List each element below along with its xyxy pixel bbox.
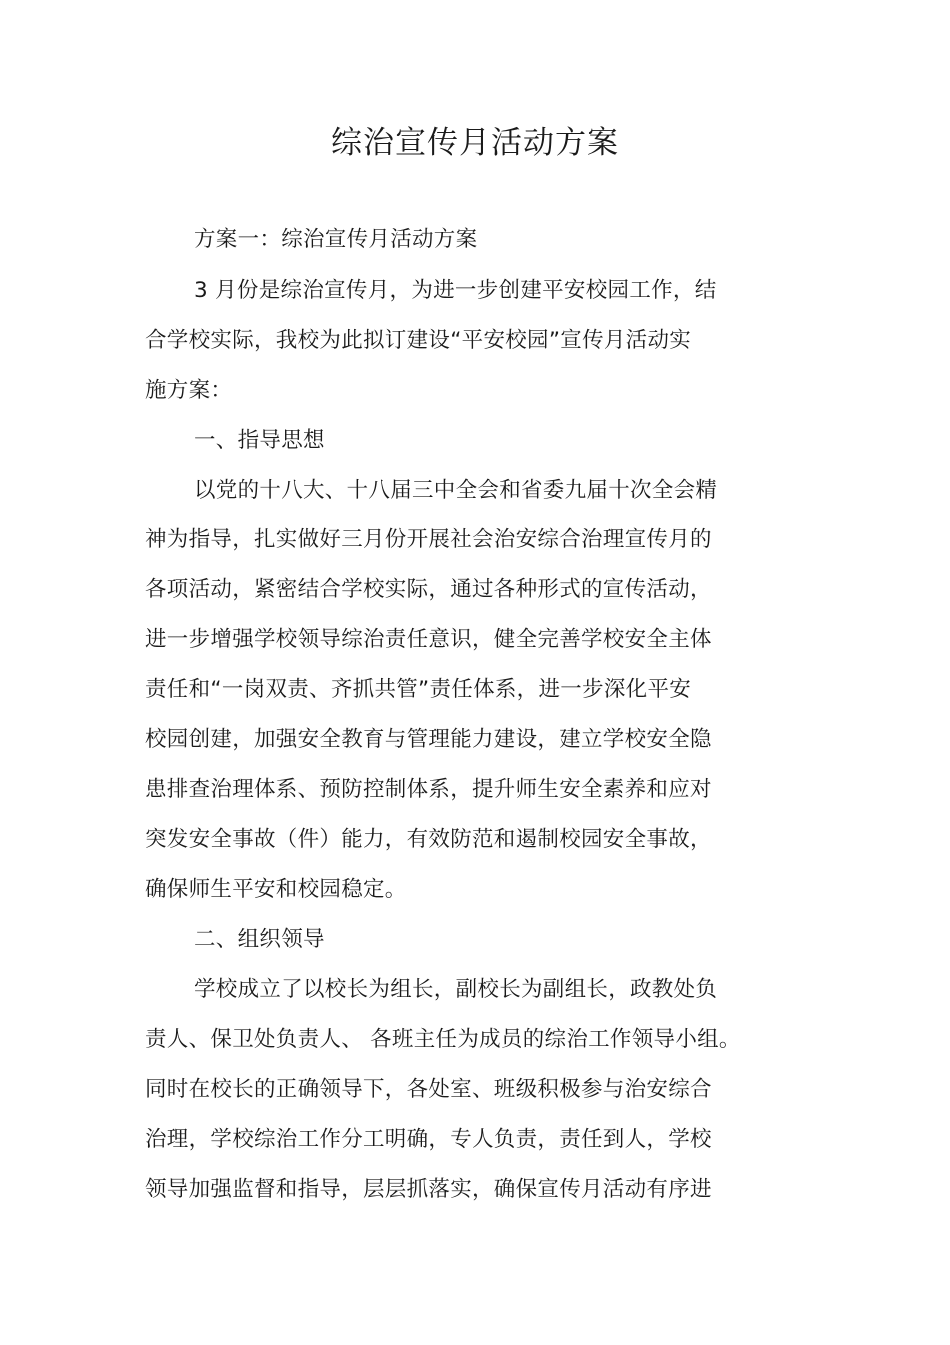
paragraph-line: 责任和“一岗双责、齐抓共管”责任体系，进一步深化平安 — [145, 677, 692, 702]
paragraph-line: 各项活动，紧密结合学校实际，通过各种形式的宣传活动， — [145, 577, 712, 602]
paragraph-line: 3 月份是综治宣传月，为进一步创建平安校园工作，结 — [194, 278, 717, 303]
paragraph-line: 突发安全事故（件）能力，有效防范和遏制校园安全事故， — [145, 827, 712, 852]
paragraph-line: 校园创建，加强安全教育与管理能力建设，建立学校安全隐 — [145, 727, 712, 752]
paragraph-line: 合学校实际，我校为此拟订建设“平安校园”宣传月活动实 — [145, 328, 692, 353]
plan-heading: 方案一：综治宣传月活动方案 — [194, 227, 478, 252]
paragraph-line: 患排查治理体系、预防控制体系，提升师生安全素养和应对 — [145, 777, 712, 802]
paragraph-line: 施方案： — [145, 378, 233, 403]
paragraph-line: 确保师生平安和校园稳定。 — [145, 877, 407, 902]
paragraph-line: 同时在校长的正确领导下，各处室、班级积极参与治安综合 — [145, 1077, 712, 1102]
paragraph-line: 学校成立了以校长为组长，副校长为副组长，政教处负 — [194, 977, 718, 1002]
document-title: 综治宣传月活动方案 — [331, 125, 619, 161]
paragraph-line: 神为指导，扎实做好三月份开展社会治安综合治理宣传月的 — [145, 527, 712, 552]
paragraph-line: 责人、保卫处负责人、 各班主任为成员的综治工作领导小组。 — [145, 1027, 741, 1052]
section-heading-organization: 二、组织领导 — [194, 927, 325, 952]
paragraph-line: 领导加强监督和指导，层层抓落实，确保宣传月活动有序进 — [145, 1177, 712, 1202]
paragraph-line: 进一步增强学校领导综治责任意识，健全完善学校安全主体 — [145, 627, 712, 652]
section-heading-guiding-thought: 一、指导思想 — [194, 428, 325, 453]
paragraph-line: 治理，学校综治工作分工明确，专人负责，责任到人，学校 — [145, 1127, 712, 1152]
paragraph-line: 以党的十八大、十八届三中全会和省委九届十次全会精 — [194, 478, 718, 503]
